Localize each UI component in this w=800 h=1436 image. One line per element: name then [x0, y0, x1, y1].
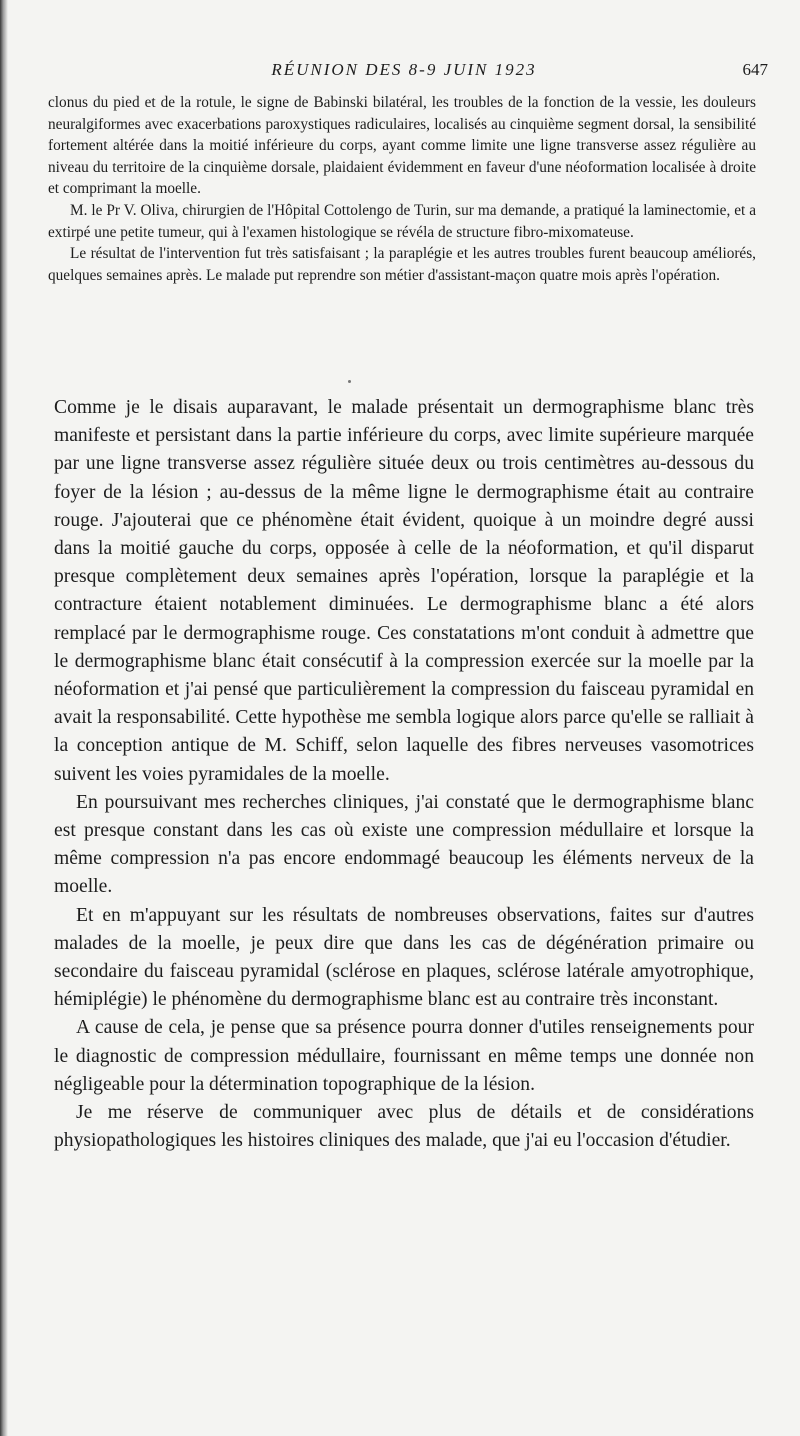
discussion-block	[54, 394, 754, 1155]
case-report-block	[48, 92, 756, 286]
running-head	[40, 60, 768, 84]
discussion-paragraph: Je me réserve de communiquer avec plus de détails et de considérations physiopathologiques les histoires cliniques des malade, que j'ai eu l'occasion d'étudier.	[54, 1102, 754, 1152]
discussion-paragraph: A cause de cela, je pense que sa présence pourra donner d'utiles renseignements pour le diagnostic de compression médullaire, fournissant en même temps une donnée non négligeable pour la détermination topographique de la lésion.	[54, 1017, 754, 1095]
discussion-paragraph: En poursuivant mes recherches cliniques, j'ai constaté que le dermographisme blanc est presque constant dans les cas où existe une compression médullaire et lorsque la même compression n'a pas encore endommagé beaucoup les éléments nerveux de la moelle.	[54, 791, 754, 898]
discussion-paragraph: Comme je le disais auparavant, le malade présentait un dermographisme blanc très manifeste et persistant dans la partie inférieure du corps, avec limite supérieure marquée par une ligne transverse assez régulière située deux ou trois centimètres au-dessous du foyer de la lésion ; au-dessus de la même ligne le dermographisme était au contraire rouge. J'ajouterai que ce phénomène était évident, quoique à un moindre degré aussi dans la moitié gauche du corps, opposée à celle de la néoformation, et qu'il disparut presque complètement deux semaines après l'opération, lorsque la paraplégie et la contracture étaient notablement diminuées. Le dermographisme blanc a été alors remplacé par le dermographisme rouge. Ces constatations m'ont conduit à admettre que le dermographisme blanc était consécutif à la compression exercée sur la moelle par la néoformation et j'ai pensé que particulièrement la compression du faisceau pyramidal en avait la responsabilité. Cette hypothèse me sembla logique alors parce qu'elle se ralliait à la conception antique de M. Schiff, selon laquelle des fibres nerveuses vasomotrices suivent les voies pyramidales de la moelle.	[54, 397, 754, 785]
discussion-paragraph: Et en m'appuyant sur les résultats de nombreuses observations, faites sur d'autres malades de la moelle, je peux dire que dans les cas de dégénération primaire ou secondaire du faisceau pyramidal (sclérose en plaques, sclérose latérale amyotrophique, hémiplégie) le phénomène du dermographisme blanc est au contraire très inconstant.	[54, 904, 754, 1011]
running-title: RÉUNION DES 8-9 JUIN 1923	[271, 60, 537, 79]
page-number: 647	[742, 60, 768, 79]
section-divider	[348, 380, 351, 383]
case-report-paragraph: clonus du pied et de la rotule, le signe de Babinski bilatéral, les troubles de la fonction de la vessie, les douleurs neuralgiformes avec exacerbations paroxystiques radiculaires, localisés au cinquième segment dorsal, la sensibilité fortement altérée dans la moitié inférieure du corps, ayant comme limite une ligne transverse assez régulière au niveau du territoire de la cinquième dorsale, plaidaient évidemment en faveur d'une néoformation localisée à droite et comprimant la moelle.	[48, 94, 756, 198]
case-report-paragraph: Le résultat de l'intervention fut très satisfaisant ; la paraplégie et les autres troubles furent beaucoup améliorés, quelques semaines après. Le malade put reprendre son métier d'assistant-maçon quatre mois après l'opération.	[48, 245, 756, 284]
page-binding-shadow	[0, 0, 8, 1436]
case-report-paragraph: M. le Pr V. Oliva, chirurgien de l'Hôpital Cottolengo de Turin, sur ma demande, a pratiqué la laminectomie, et a extirpé une petite tumeur, qui à l'examen histologique se révéla de structure fibro-mixomateuse.	[48, 201, 756, 241]
